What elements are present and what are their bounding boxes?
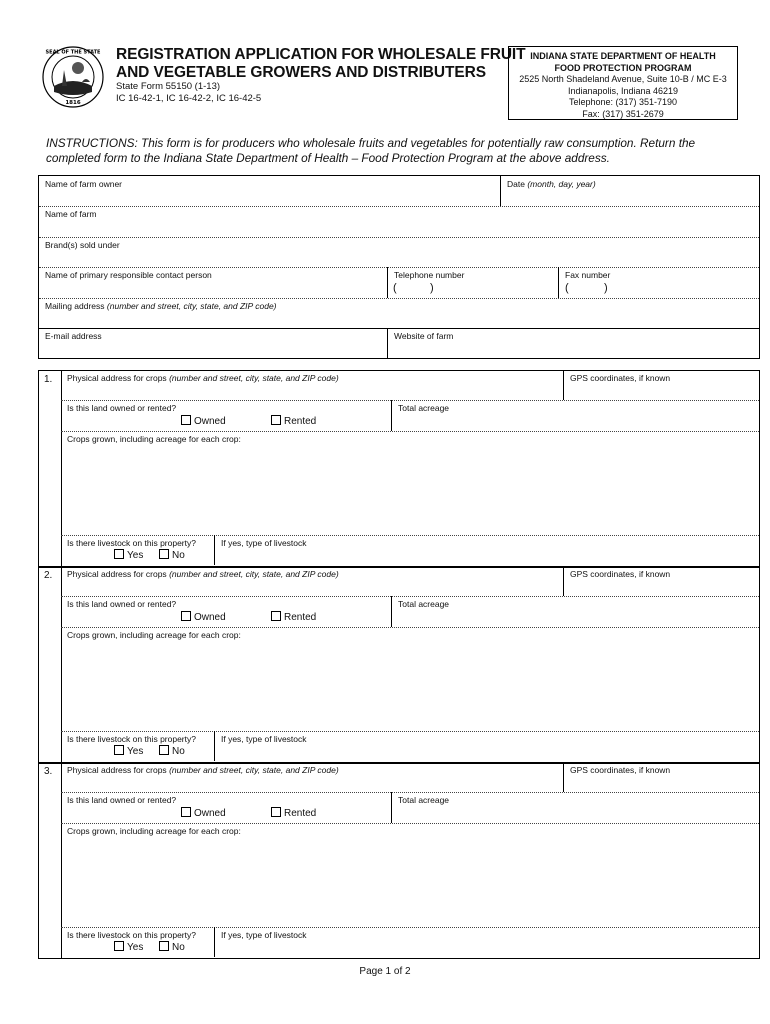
total-acreage-field[interactable]: Total acreage xyxy=(398,403,450,413)
telephone-open-paren: ( xyxy=(393,282,397,294)
physical-address-field[interactable]: Physical address for crops (number and street, city, state, and ZIP code) xyxy=(67,765,339,775)
crops-grown-field[interactable]: Crops grown, including acreage for each crop: xyxy=(67,630,241,640)
livestock-no-checkbox[interactable]: No xyxy=(159,745,185,758)
section-number: 1. xyxy=(44,374,53,385)
date-field[interactable]: Date (month, day, year) xyxy=(507,179,596,189)
fax-field[interactable]: Fax number xyxy=(565,270,611,280)
farm-name-field[interactable]: Name of farm xyxy=(45,209,97,219)
owned-checkbox[interactable]: Owned xyxy=(181,807,226,820)
livestock-type-field[interactable]: If yes, type of livestock xyxy=(221,538,307,548)
state-seal-logo xyxy=(42,46,104,108)
telephone-close-paren: ) xyxy=(430,282,434,294)
mailing-address-field[interactable]: Mailing address (number and street, city, state, and ZIP code) xyxy=(45,301,277,311)
form-title: REGISTRATION APPLICATION FOR WHOLESALE FRUIT AND VEGETABLE GROWERS AND DISTRIBUTERS xyxy=(116,46,526,81)
owned-checkbox[interactable]: Owned xyxy=(181,611,226,624)
rented-checkbox[interactable]: Rented xyxy=(271,807,316,820)
form-identifiers xyxy=(116,81,261,105)
land-question: Is this land owned or rented? xyxy=(67,599,177,609)
svg-text:SEAL OF THE STATE: SEAL OF THE STATE xyxy=(45,49,101,56)
livestock-no-checkbox[interactable]: No xyxy=(159,549,185,562)
livestock-question: Is there livestock on this property? xyxy=(67,930,196,940)
property-section xyxy=(38,370,760,566)
livestock-yes-checkbox[interactable]: Yes xyxy=(114,941,143,954)
crops-grown-field[interactable]: Crops grown, including acreage for each crop: xyxy=(67,434,241,444)
brands-field[interactable]: Brand(s) sold under xyxy=(45,240,120,250)
fax-open-paren: ( xyxy=(565,282,569,294)
svg-text:1816: 1816 xyxy=(65,100,81,106)
fax-close-paren: ) xyxy=(604,282,608,294)
livestock-no-checkbox[interactable]: No xyxy=(159,941,185,954)
email-field[interactable]: E-mail address xyxy=(45,331,102,341)
section-number: 2. xyxy=(44,570,53,581)
property-section xyxy=(38,762,760,958)
livestock-type-field[interactable]: If yes, type of livestock xyxy=(221,930,307,940)
rented-checkbox[interactable]: Rented xyxy=(271,415,316,428)
livestock-type-field[interactable]: If yes, type of livestock xyxy=(221,734,307,744)
livestock-yes-checkbox[interactable]: Yes xyxy=(114,549,143,562)
physical-address-field[interactable]: Physical address for crops (number and street, city, state, and ZIP code) xyxy=(67,569,339,579)
agency-address-box: INDIANA STATE DEPARTMENT OF HEALTH FOOD PROTECTION PROGRAM 2525 North Shadeland Avenue, Suite 10-B / MC E-3 Indianapolis, Indiana 46219 Telephone: (317) 351-7190 Fax: (317) 351-2679 xyxy=(508,46,738,120)
total-acreage-field[interactable]: Total acreage xyxy=(398,599,450,609)
form-number: State Form 55150 (1-13) xyxy=(116,81,221,92)
farm-owner-field[interactable]: Name of farm owner xyxy=(45,179,122,189)
land-question: Is this land owned or rented? xyxy=(67,403,177,413)
gps-field[interactable]: GPS coordinates, if known xyxy=(570,569,671,579)
telephone-field[interactable]: Telephone number xyxy=(394,270,465,280)
gps-field[interactable]: GPS coordinates, if known xyxy=(570,765,671,775)
gps-field[interactable]: GPS coordinates, if known xyxy=(570,373,671,383)
physical-address-field[interactable]: Physical address for crops (number and street, city, state, and ZIP code) xyxy=(67,373,339,383)
livestock-question: Is there livestock on this property? xyxy=(67,734,196,744)
statute-codes: IC 16-42-1, IC 16-42-2, IC 16-42-5 xyxy=(116,93,262,104)
livestock-yes-checkbox[interactable]: Yes xyxy=(114,745,143,758)
crops-grown-field[interactable]: Crops grown, including acreage for each crop: xyxy=(67,826,241,836)
website-field[interactable]: Website of farm xyxy=(394,331,454,341)
section-number: 3. xyxy=(44,766,53,777)
instructions: INSTRUCTIONS: This form is for producers who wholesale fruits and vegetables for potentially raw consumption. Return the completed form to the Indiana State Department of Health – Food Protection Program at the above address. xyxy=(46,136,696,165)
contact-person-field[interactable]: Name of primary responsible contact person xyxy=(45,270,212,280)
property-section xyxy=(38,566,760,762)
owned-checkbox[interactable]: Owned xyxy=(181,415,226,428)
rented-checkbox[interactable]: Rented xyxy=(271,611,316,624)
land-question: Is this land owned or rented? xyxy=(67,795,177,805)
owner-section xyxy=(38,175,760,359)
page-number: Page 1 of 2 xyxy=(359,966,411,977)
total-acreage-field[interactable]: Total acreage xyxy=(398,795,450,805)
livestock-question: Is there livestock on this property? xyxy=(67,538,196,548)
